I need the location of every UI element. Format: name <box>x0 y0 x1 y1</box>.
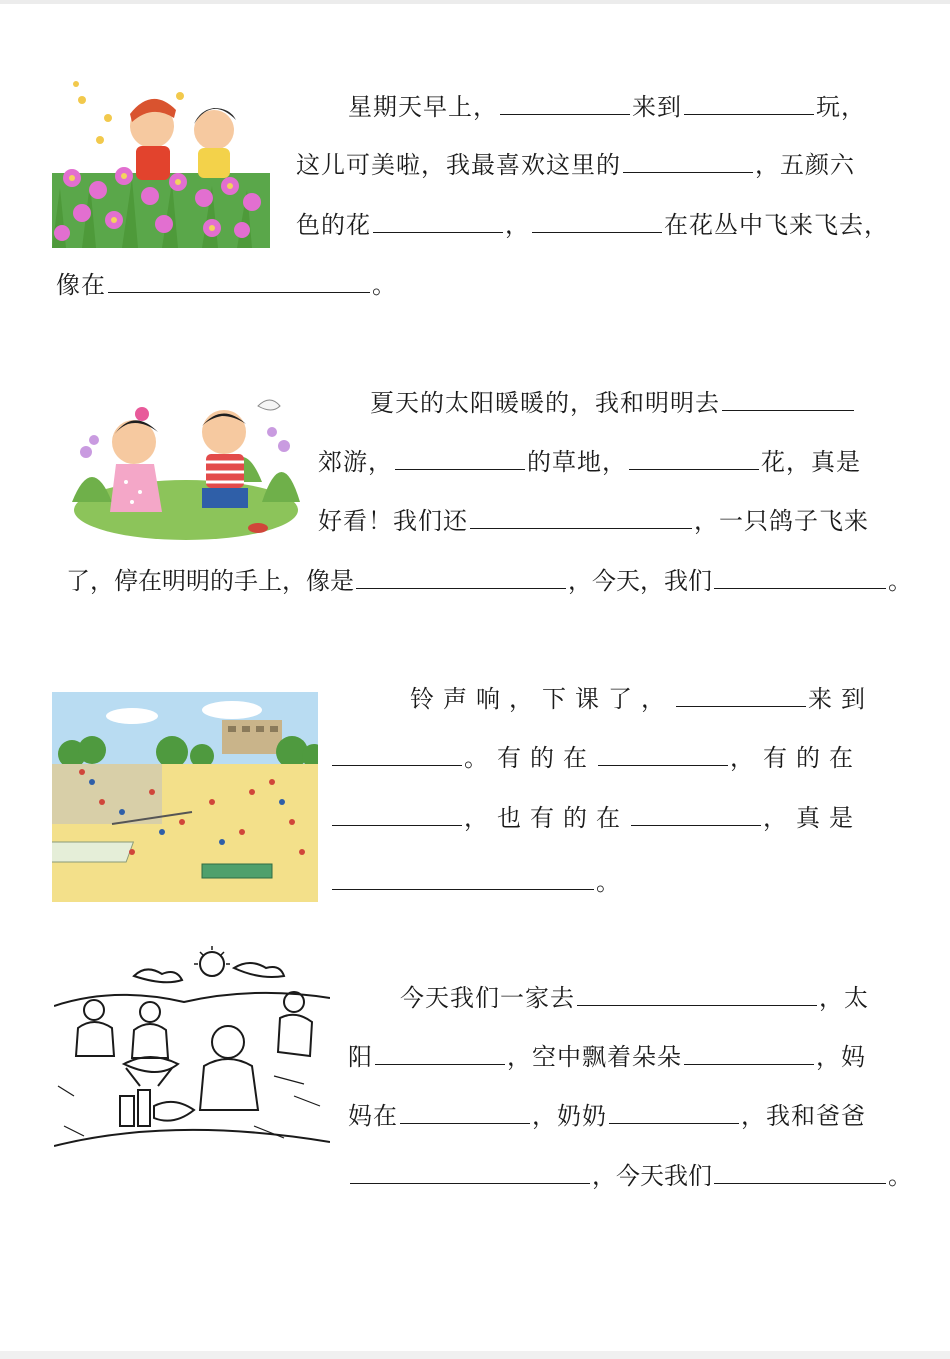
fill-blank[interactable] <box>356 566 566 589</box>
line-1-2 <box>296 150 855 180</box>
text-segment: ，一只鸽子飞来 <box>694 507 869 535</box>
text-segment: 像在 <box>56 271 106 299</box>
text-segment: 夏天的太阳暖暖的，我和明明去 <box>370 389 720 417</box>
fill-blank[interactable] <box>532 210 662 233</box>
text-segment: 来到 <box>632 93 682 121</box>
fill-blank[interactable] <box>577 983 817 1006</box>
fill-blank[interactable] <box>350 1161 590 1184</box>
page-top-edge <box>0 0 950 4</box>
text-segment: ，真是 <box>763 804 862 832</box>
fill-blank[interactable] <box>375 1042 505 1065</box>
line-1-3 <box>296 210 889 240</box>
text-segment: 。 <box>888 1162 912 1190</box>
text-segment: 了，停在明明的手上，像是 <box>66 567 354 595</box>
line-1-1 <box>348 92 866 122</box>
flower-garden-illustration <box>52 78 270 248</box>
text-segment: 玩， <box>816 93 866 121</box>
picnic-line-drawing <box>54 946 330 1164</box>
line-2-4 <box>66 566 912 596</box>
fill-blank[interactable] <box>332 803 462 826</box>
fill-blank[interactable] <box>714 1161 886 1184</box>
line-2-2 <box>318 447 861 477</box>
line-1-4 <box>56 270 397 300</box>
text-segment: 妈在 <box>348 1102 398 1130</box>
fill-blank[interactable] <box>400 1101 530 1124</box>
text-segment: 今天我们一家去 <box>400 984 575 1012</box>
line-4-4 <box>348 1161 912 1191</box>
line-4-3 <box>348 1101 866 1131</box>
text-segment: 好看！我们还 <box>318 507 468 535</box>
text-segment: ，今天，我们 <box>568 567 712 595</box>
text-segment: 星期天早上， <box>348 93 498 121</box>
fill-blank[interactable] <box>722 388 854 411</box>
text-segment: 郊游， <box>318 448 393 476</box>
text-segment: ，我和爸爸 <box>741 1102 866 1130</box>
text-segment: 这儿可美啦，我最喜欢这里的 <box>296 151 621 179</box>
fill-blank[interactable] <box>470 506 692 529</box>
text-segment: ， <box>505 211 530 239</box>
line-4-1 <box>400 983 869 1013</box>
text-segment: ，空中飘着朵朵 <box>507 1043 682 1071</box>
fill-blank[interactable] <box>598 743 728 766</box>
text-segment: ，有的在 <box>730 744 862 772</box>
text-segment: 。 <box>596 868 621 896</box>
text-segment: 来到 <box>808 685 874 713</box>
text-segment: 。有的在 <box>464 744 596 772</box>
fill-blank[interactable] <box>623 150 753 173</box>
text-segment: 花，真是 <box>761 448 861 476</box>
fill-blank[interactable] <box>332 867 594 890</box>
line-2-1 <box>370 388 856 418</box>
fill-blank[interactable] <box>676 684 806 707</box>
children-on-grass-illustration <box>72 392 300 542</box>
fill-blank[interactable] <box>631 803 761 826</box>
fill-blank[interactable] <box>500 92 630 115</box>
fill-blank[interactable] <box>108 270 370 293</box>
text-segment: 在花丛中飞来飞去， <box>664 211 889 239</box>
line-3-4 <box>330 867 621 897</box>
line-2-3 <box>318 506 869 536</box>
text-segment: ，太 <box>819 984 869 1012</box>
text-segment: ，也有的在 <box>464 804 629 832</box>
playground-illustration <box>52 692 318 902</box>
page-bottom-edge <box>0 1351 950 1359</box>
text-segment: ，五颜六 <box>755 151 855 179</box>
fill-blank[interactable] <box>684 1042 814 1065</box>
text-segment: ，妈 <box>816 1043 866 1071</box>
text-segment: 的草地， <box>527 448 627 476</box>
text-segment: 色的花 <box>296 211 371 239</box>
fill-blank[interactable] <box>332 743 462 766</box>
line-4-2 <box>348 1042 866 1072</box>
fill-blank[interactable] <box>684 92 814 115</box>
fill-blank[interactable] <box>714 566 886 589</box>
text-segment: 阳 <box>348 1043 373 1071</box>
fill-blank[interactable] <box>629 447 759 470</box>
text-segment: 铃声响，下课了， <box>410 685 674 713</box>
line-3-2 <box>330 743 862 773</box>
line-3-1 <box>410 684 874 714</box>
text-segment: ，今天我们 <box>592 1162 712 1190</box>
fill-blank[interactable] <box>609 1101 739 1124</box>
fill-blank[interactable] <box>395 447 525 470</box>
line-3-3 <box>330 803 862 833</box>
fill-blank[interactable] <box>373 210 503 233</box>
text-segment: 。 <box>372 271 397 299</box>
text-segment: 。 <box>888 567 912 595</box>
text-segment: ，奶奶 <box>532 1102 607 1130</box>
